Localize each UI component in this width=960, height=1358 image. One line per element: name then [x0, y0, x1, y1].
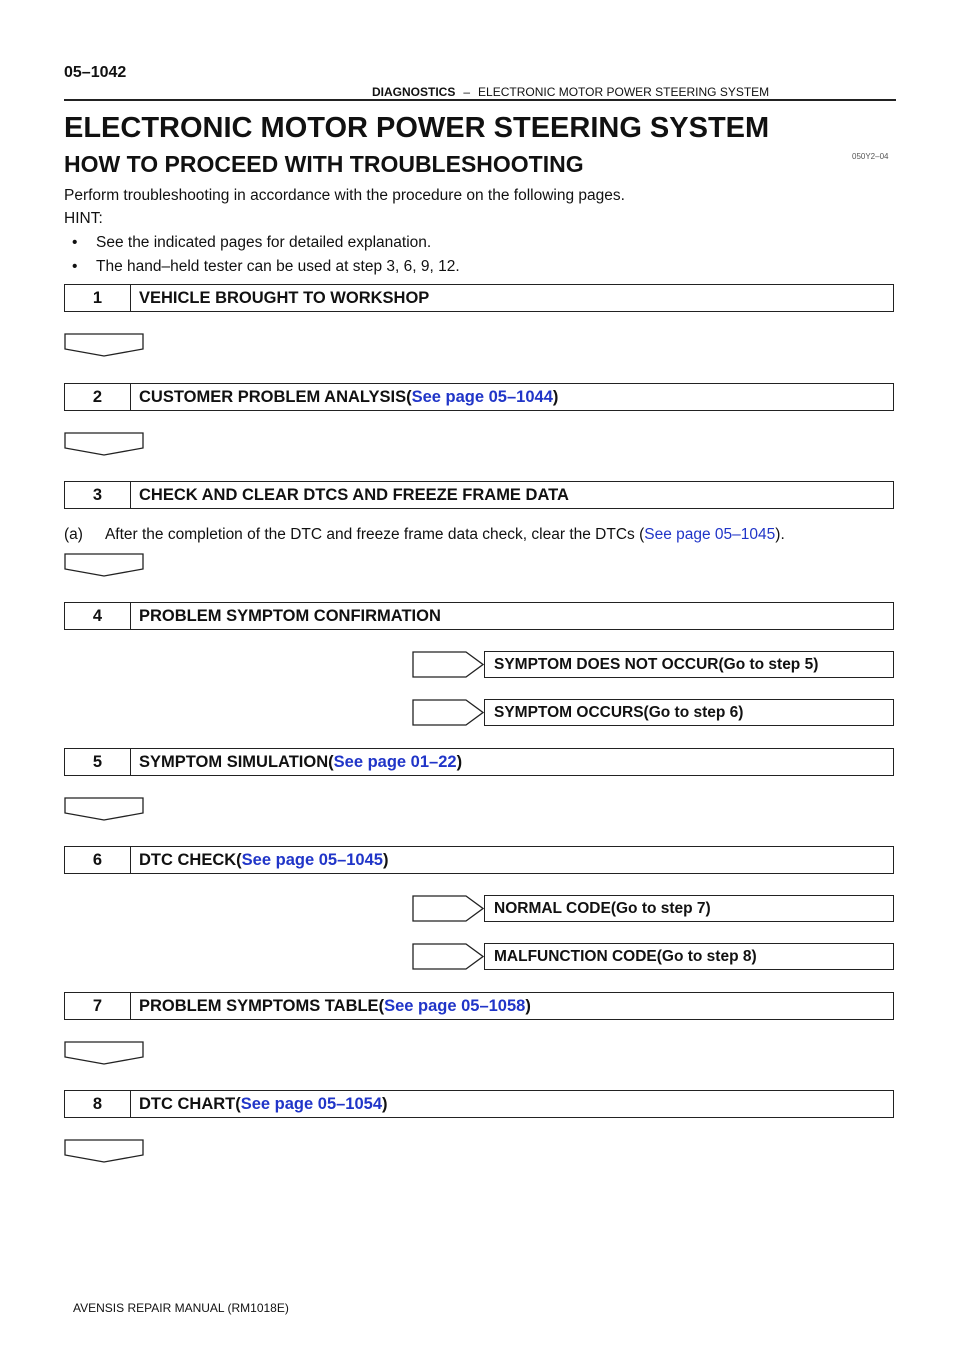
running-header [372, 85, 769, 99]
step-label: CUSTOMER PROBLEM ANALYSIS(See page 05–1044) [139, 388, 559, 406]
step-number: 1 [65, 285, 131, 311]
step-5 [64, 748, 894, 776]
step-2 [64, 383, 894, 411]
step-number: 4 [65, 603, 131, 629]
header-separator: – [463, 85, 471, 99]
right-arrow-icon [412, 651, 484, 678]
right-arrow-icon [412, 943, 484, 970]
step-label: CHECK AND CLEAR DTCS AND FREEZE FRAME DATA [139, 486, 569, 504]
step-label: SYMPTOM SIMULATION(See page 01–22) [139, 753, 463, 771]
down-arrow-icon [64, 553, 144, 577]
header-rule [64, 99, 896, 101]
step-4 [64, 602, 894, 630]
result-label: NORMAL CODE(Go to step 7) [484, 895, 894, 922]
note-marker: (a) [64, 526, 83, 543]
step-label: DTC CHART(See page 05–1054) [139, 1095, 388, 1113]
result-label: MALFUNCTION CODE(Go to step 8) [484, 943, 894, 970]
result-symptom-does-not-occur [412, 651, 894, 678]
page-link[interactable]: See page 05–1044 [411, 388, 553, 406]
result-malfunction-code [412, 943, 894, 970]
header-section: DIAGNOSTICS [372, 85, 456, 99]
hint-label: HINT: [64, 210, 103, 227]
down-arrow-icon [64, 432, 144, 456]
step-label: PROBLEM SYMPTOM CONFIRMATION [139, 607, 441, 625]
down-arrow-icon [64, 797, 144, 821]
step-3 [64, 481, 894, 509]
step-number: 6 [65, 847, 131, 873]
step-number: 7 [65, 993, 131, 1019]
right-arrow-icon [412, 895, 484, 922]
document-code: 050Y2–04 [852, 152, 889, 161]
down-arrow-icon [64, 1139, 144, 1163]
hint-item: • The hand–held tester can be used at step 3, 6, 9, 12. [72, 258, 460, 275]
right-arrow-icon [412, 699, 484, 726]
step-7 [64, 992, 894, 1020]
result-label: SYMPTOM OCCURS(Go to step 6) [484, 699, 894, 726]
page-link[interactable]: See page 05–1054 [240, 1095, 383, 1113]
page-link[interactable]: See page 05–1045 [241, 851, 383, 869]
page-number: 05–1042 [64, 64, 127, 81]
header-subsection: ELECTRONIC MOTOR POWER STEERING SYSTEM [478, 85, 770, 99]
down-arrow-icon [64, 333, 144, 357]
result-label: SYMPTOM DOES NOT OCCUR(Go to step 5) [484, 651, 894, 678]
step-label: PROBLEM SYMPTOMS TABLE(See page 05–1058) [139, 997, 531, 1015]
down-arrow-icon [64, 1041, 144, 1065]
result-symptom-occurs [412, 699, 894, 726]
step-label: DTC CHECK(See page 05–1045) [139, 851, 389, 869]
footer-text: AVENSIS REPAIR MANUAL (RM1018E) [73, 1301, 289, 1315]
page-link[interactable]: See page 05–1058 [384, 997, 526, 1015]
page-title: ELECTRONIC MOTOR POWER STEERING SYSTEM [64, 112, 770, 144]
step-6 [64, 846, 894, 874]
intro-text: Perform troubleshooting in accordance with the procedure on the following pages. [64, 187, 625, 204]
step-1 [64, 284, 894, 312]
step-number: 8 [65, 1091, 131, 1117]
bullet-icon: • [72, 234, 78, 251]
step-number: 5 [65, 749, 131, 775]
step-number: 3 [65, 482, 131, 508]
section-title: HOW TO PROCEED WITH TROUBLESHOOTING [64, 151, 584, 177]
page-link[interactable]: See page 01–22 [333, 753, 457, 771]
bullet-icon: • [72, 258, 78, 275]
hint-item: • See the indicated pages for detailed explanation. [72, 234, 432, 251]
step-3-note: (a) After the completion of the DTC and freeze frame data check, clear the DTCs (See page 05–1045). [64, 526, 785, 543]
step-label: VEHICLE BROUGHT TO WORKSHOP [139, 289, 430, 307]
step-8 [64, 1090, 894, 1118]
result-normal-code [412, 895, 894, 922]
page-link[interactable]: See page 05–1045 [644, 526, 776, 543]
step-number: 2 [65, 384, 131, 410]
